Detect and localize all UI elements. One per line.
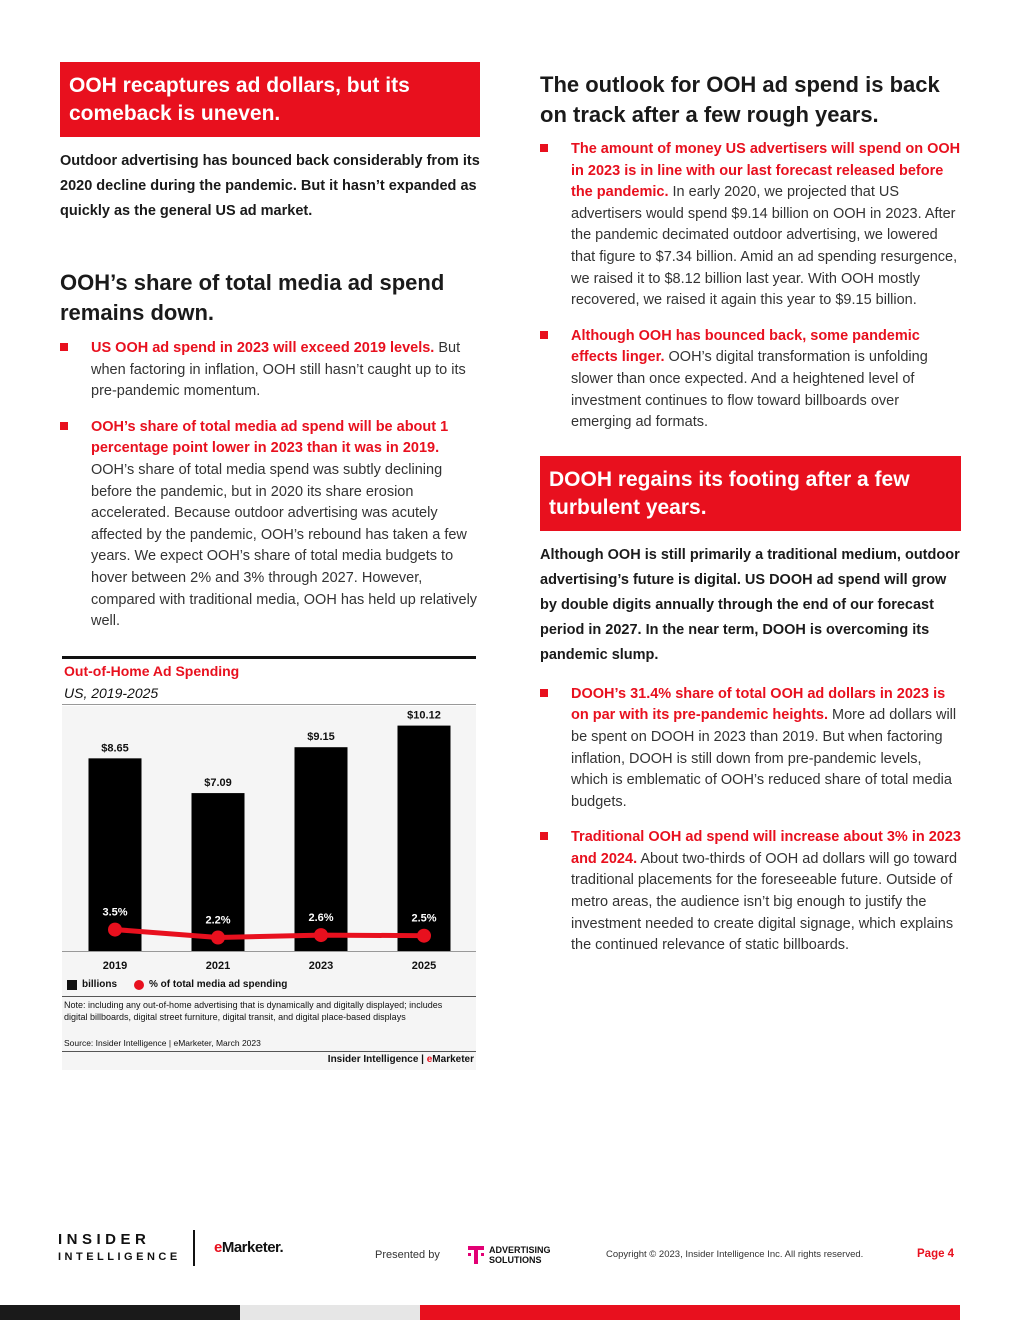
chart-subtitle: US, 2019-2025: [64, 685, 159, 701]
x-tick-label: 2023: [308, 960, 334, 972]
percent-value-label: 2.2%: [205, 914, 231, 927]
chart-brand-e: e: [426, 1054, 433, 1065]
bar: [89, 758, 142, 951]
bullet-square-icon: [60, 343, 68, 351]
sponsor-name: [489, 1245, 551, 1265]
chart-legend: [67, 979, 287, 990]
percent-series-line: [115, 930, 424, 938]
bullet-item: [540, 684, 961, 814]
bullet-list-share: [60, 338, 480, 633]
bullet-text: But when factoring in inflation, OOH still hasn’t caught up to its pre-pandemic momentum.: [91, 340, 466, 400]
bar: [192, 793, 245, 951]
bullet-item: [540, 326, 961, 434]
footer-bar-dark: [0, 1305, 240, 1320]
bullet-highlight: DOOH’s 31.4% share of total OOH ad dollars in 2023 is on par with its pre-pandemic heights.: [571, 685, 946, 724]
x-tick-label: 2021: [205, 960, 231, 972]
bullet-item: [60, 417, 480, 633]
bullet-item: [540, 139, 961, 312]
chart-note: Note: including any out-of-home advertising that is dynamically and digitally displayed; includes digital billboards, digital street furniture, digital transit, and digital place-based displays: [64, 1000, 443, 1022]
t-mobile-logo-icon: [466, 1244, 486, 1266]
section-title-outlook: The outlook for OOH ad spend is back on track after a few rough years.: [540, 72, 940, 127]
logo-line-1: INSIDER: [58, 1231, 151, 1248]
chart-brand: [328, 1054, 474, 1065]
bullet-text: OOH’s share of total media spend was subtly declining before the pandemic, but in 2020 its share erosion accelerated. Because outdoor advertising was acutely affected by the pandemic, OOH’s rebound has taken a few years. We expect OOH’s share of total media budgets to hover between 2% and 3% through 2027. However, compared with traditional media, OOH has held up relatively well.: [91, 461, 478, 630]
presented-by-label: Presented by: [375, 1249, 440, 1261]
bar-value-label: $9.15: [307, 731, 335, 744]
percent-point: [108, 923, 122, 937]
bullet-item: [540, 827, 961, 957]
bullet-square-icon: [540, 689, 548, 697]
right-column: [540, 70, 961, 971]
page-footer: [0, 1226, 1020, 1276]
logo-divider: [193, 1230, 195, 1266]
section-header-ooh: OOH recaptures ad dollars, but its comeback is uneven.: [60, 62, 480, 137]
x-tick-label: 2019: [102, 960, 128, 972]
page-number: Page 4: [917, 1248, 955, 1260]
emarketer-logo: [214, 1239, 283, 1256]
percent-value-label: 2.5%: [411, 912, 437, 925]
bullet-square-icon: [540, 832, 548, 840]
bullet-square-icon: [540, 144, 548, 152]
bullet-text: About two-thirds of OOH ad dollars will go toward traditional placements for the foreseeable future. Outside of metro areas, the audience isn’t big enough to justify the investment needed to create digital signage, which explains the continued relevance of static billboards.: [571, 850, 958, 954]
footer-bar-gray: [240, 1305, 420, 1320]
bullet-square-icon: [540, 331, 548, 339]
emarketer-logo-rest: Marketer.: [221, 1239, 284, 1256]
percent-point: [314, 928, 328, 942]
bullet-square-icon: [60, 422, 68, 430]
bar-value-label: $7.09: [204, 777, 232, 790]
chart-plot: [62, 706, 476, 976]
bullet-highlight: Traditional OOH ad spend will increase about 3% in 2023 and 2024.: [571, 829, 961, 867]
lead-paragraph-dooh: Although OOH is still primarily a traditional medium, outdoor advertising’s future is digital. US DOOH ad spend will grow by double digits annually through the end of our forecast period in 2027. In the near term, DOOH is overcoming its pandemic slump.: [540, 546, 960, 663]
logo-line-2: INTELLIGENCE: [58, 1251, 181, 1263]
bullet-item: [60, 338, 480, 403]
x-tick-label: 2025: [411, 960, 437, 972]
percent-value-label: 2.6%: [308, 912, 334, 925]
chart-title: Out-of-Home Ad Spending: [64, 663, 240, 679]
bullet-highlight: The amount of money US advertisers will spend on OOH in 2023 is in line with our last forecast released before the pandemic.: [571, 141, 961, 201]
bullet-list-dooh: [540, 684, 961, 957]
sponsor-line-2: SOLUTIONS: [489, 1255, 542, 1265]
bar-value-label: $10.12: [407, 709, 441, 722]
copyright-text: Copyright © 2023, Insider Intelligence Inc. All rights reserved.: [606, 1249, 864, 1260]
bullet-highlight: US OOH ad spend in 2023 will exceed 2019 levels.: [91, 340, 435, 356]
insider-intelligence-logo: [58, 1232, 181, 1265]
chart-brand-prefix: Insider Intelligence |: [327, 1054, 427, 1065]
emarketer-logo-e: e: [214, 1239, 222, 1256]
chart-top-rule: [62, 656, 476, 659]
sponsor-line-1: ADVERTISING: [489, 1245, 551, 1255]
lead-paragraph: Outdoor advertising has bounced back considerably from its 2020 decline during the pandemic. But it hasn’t expanded as quickly as the general US ad market.: [60, 153, 480, 219]
section-header-dooh: DOOH regains its footing after a few turbulent years.: [540, 456, 961, 531]
bullet-highlight: Although OOH has bounced back, some pandemic effects linger.: [571, 327, 920, 366]
legend-label-line: % of total media ad spending: [149, 979, 288, 990]
bar-value-label: $8.65: [101, 742, 129, 755]
legend-swatch-line: [134, 980, 144, 990]
percent-point: [211, 931, 225, 945]
chart-brand-rest: Marketer: [432, 1054, 474, 1065]
legend-swatch-bars: [67, 980, 77, 990]
footer-bar-red: [420, 1305, 960, 1320]
section-title-share: OOH’s share of total media ad spend remains down.: [60, 270, 445, 325]
bullet-text: More ad dollars will be spent on DOOH in 2023 than 2019. But when factoring inflation, DOOH is still down from pre-pandemic levels, which is emblematic of OOH’s reduced share of total media budgets.: [571, 707, 957, 810]
percent-value-label: 3.5%: [102, 906, 128, 919]
chart-source: Source: Insider Intelligence | eMarketer, March 2023: [64, 1038, 261, 1048]
bullet-text: OOH’s digital transformation is unfolding slower than once expected. And a heightened level of investment continues to flow toward billboards over emerging ad formats.: [571, 349, 928, 431]
bullet-text: In early 2020, we projected that US advertisers would spend $9.14 billion on OOH in 2023. After the pandemic decimated outdoor advertising, we lowered that figure to $7.34 billion. Amid an ad spending resurgence, we raised it to $8.12 billion last year. With OOH mostly recovered, we raised it again this year to $9.15 billion.: [571, 184, 958, 309]
chart-note-rule: [62, 996, 476, 997]
bullet-list-outlook: [540, 139, 961, 434]
ooh-spending-chart: [62, 656, 476, 1070]
chart-separator: [62, 704, 476, 705]
legend-label-bars: billions: [82, 979, 117, 990]
percent-point: [417, 929, 431, 943]
chart-bottom-rule: [62, 1051, 476, 1052]
bullet-highlight: OOH’s share of total media ad spend will be about 1 percentage point lower in 2023 than it was in 2019.: [91, 418, 449, 457]
left-column: [60, 62, 480, 647]
